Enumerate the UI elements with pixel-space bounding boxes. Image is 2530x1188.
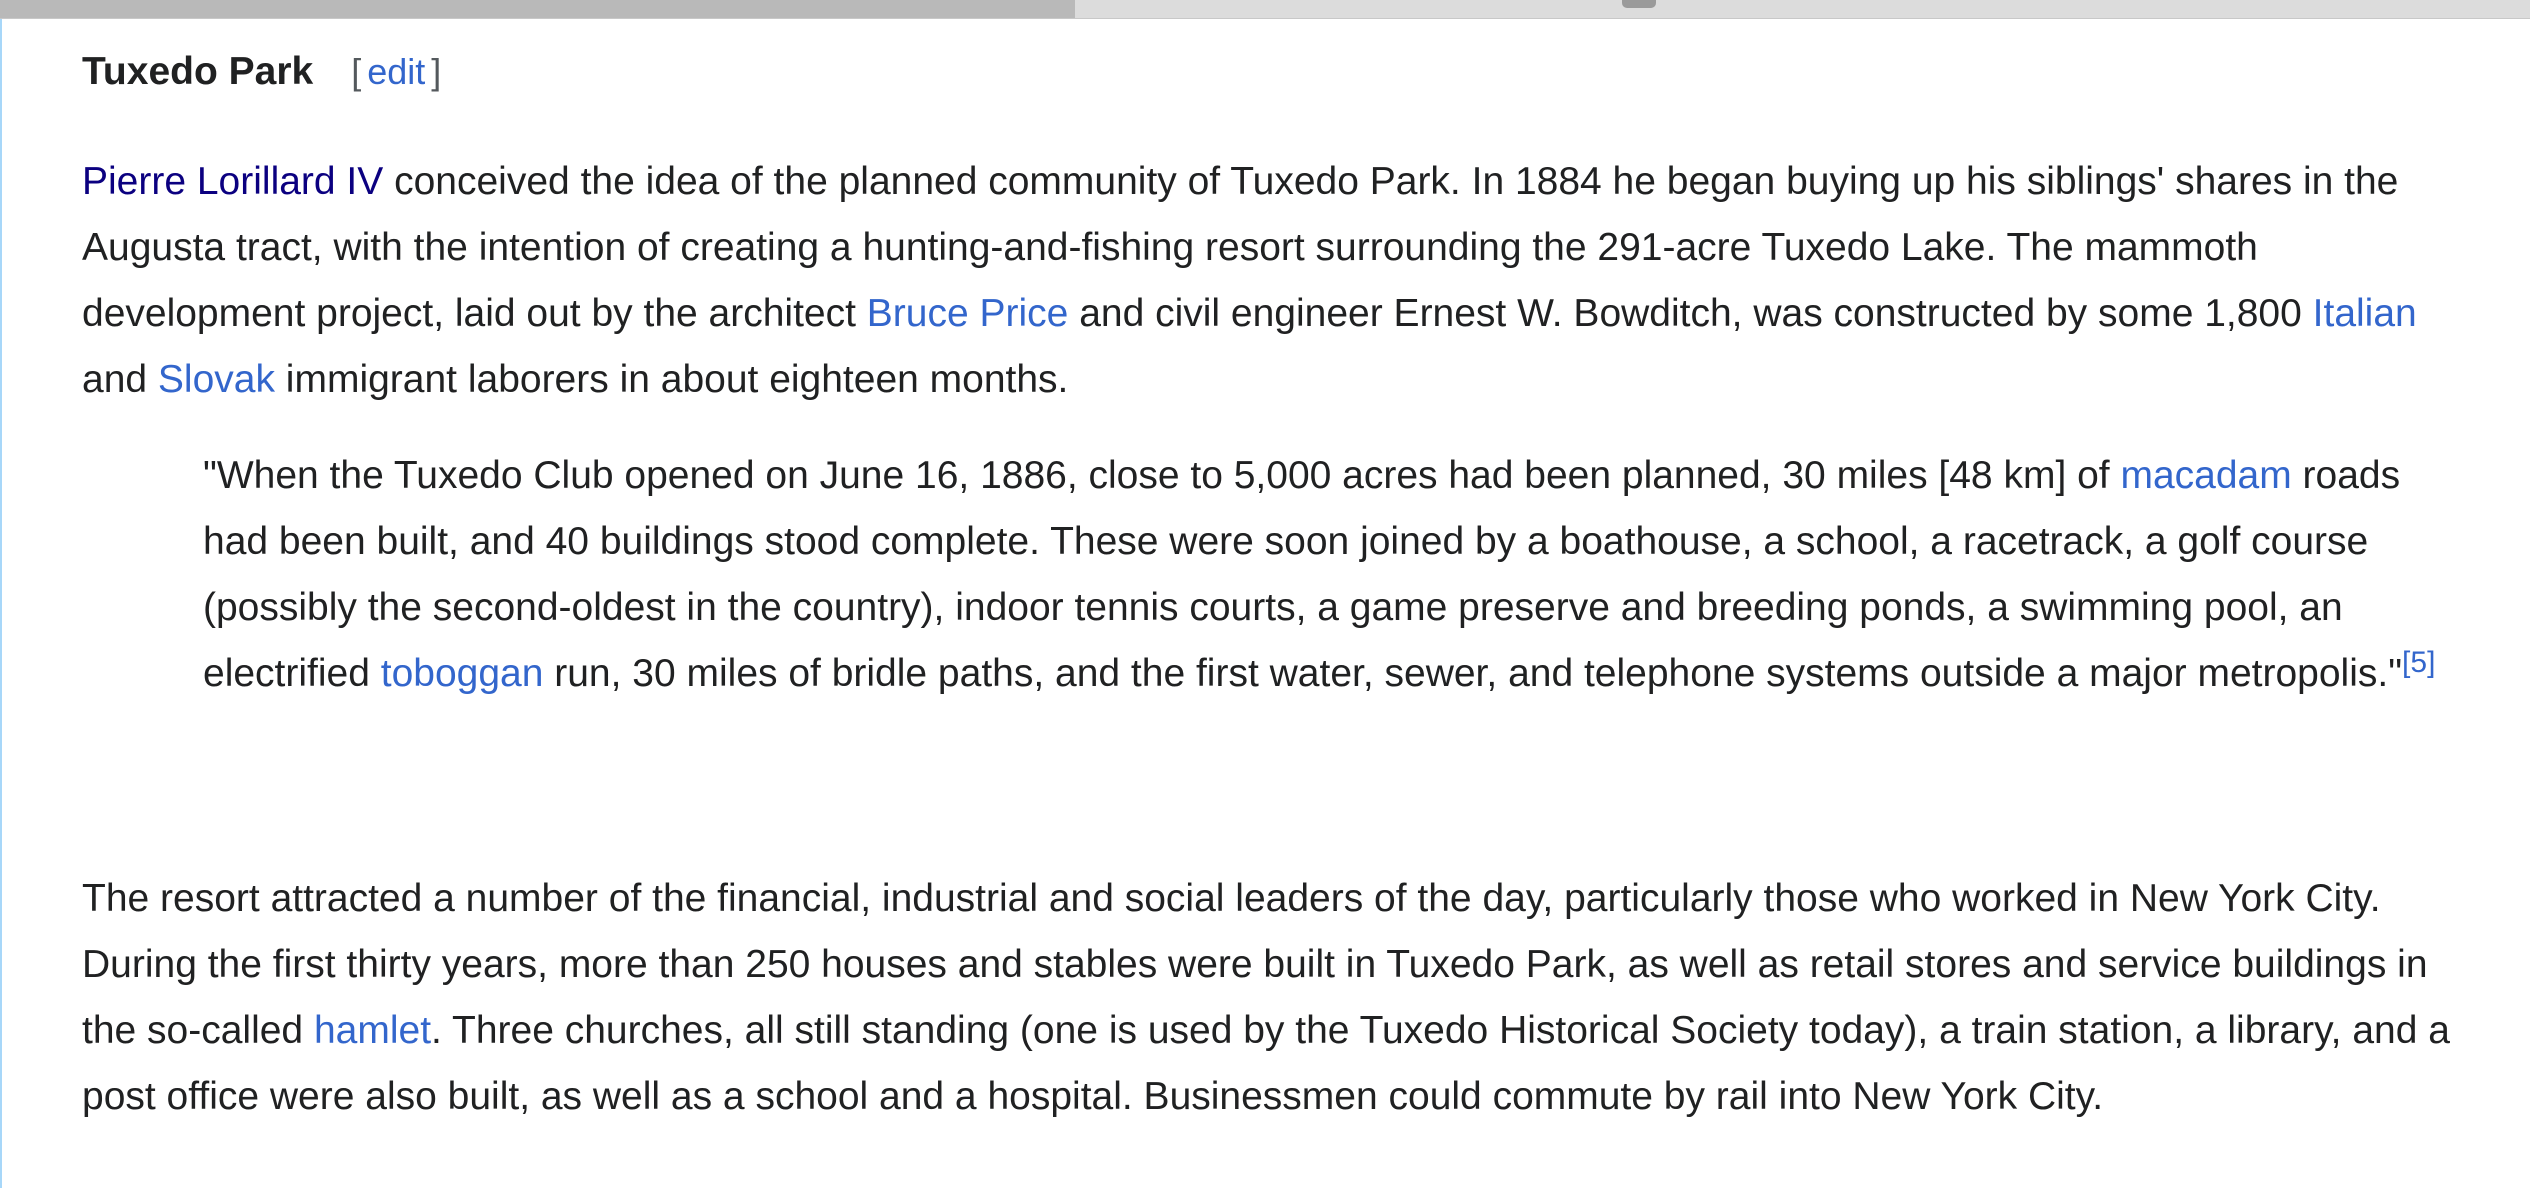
paragraph-lorillard: Pierre Lorillard IV conceived the idea of the planned community of Tuxedo Park. In 1884 he began buying up his siblings' shares in the Augusta tract, with the intention of creating a hunting-and-fishing resort surrounding the 291-acre Tuxedo Lake. The mammoth development project, laid out by the architect Bruce Price and civil engineer Ernest W. Bowditch, was constructed by some 1,800 Italian and Slovak immigrant laborers in about eighteen months. — [82, 160, 2417, 401]
blockquote-tuxedo-club: "When the Tuxedo Club opened on June 16, 1886, close to 5,000 acres had been planned, 30 miles [48 km] of macadam roads had been built, and 40 buildings stood complete. These were soon joined by a boathouse, a school, a racetrack, a golf course (possibly the second-oldest in the country), indoor tennis courts, a game preserve and breeding ponds, a swimming pool, an electrified toboggan run, 30 miles of bridle paths, and the first water, sewer, and telephone systems outside a major metropolis."[5] — [203, 454, 2436, 695]
article-content — [0, 19, 2530, 1188]
reference-link-5[interactable]: [5] — [2402, 646, 2436, 679]
paragraph-resort: The resort attracted a number of the financial, industrial and social leaders of the day, particularly those who worked in New York City. During the first thirty years, more than 250 houses and stables were built in Tuxedo Park, as well as retail stores and service buildings in the so-called hamlet. Three churches, all still standing (one is used by the Tuxedo Historical Society today), a train station, a library, and a post office were also built, as well as a school and a hospital. Businessmen could commute by rail into New York City. — [82, 877, 2450, 1118]
browser-tab-strip — [0, 0, 2530, 19]
link-slovak[interactable]: Slovak — [157, 358, 275, 401]
browser-tab-active[interactable] — [0, 0, 1075, 18]
section-title: Tuxedo Park — [82, 50, 314, 93]
edit-section-link[interactable]: edit — [367, 51, 426, 92]
section-heading — [82, 49, 441, 96]
link-toboggan[interactable]: toboggan — [380, 652, 544, 695]
link-hamlet[interactable]: hamlet — [313, 1009, 432, 1052]
edit-section-link-wrapper: [ edit ] — [351, 51, 442, 92]
link-macadam[interactable]: macadam — [2120, 454, 2292, 497]
link-italian[interactable]: Italian — [2312, 292, 2417, 335]
link-bruce-price[interactable]: Bruce Price — [866, 292, 1069, 335]
tab-handle-icon — [1622, 0, 1656, 8]
link-pierre-lorillard[interactable]: Pierre Lorillard IV — [82, 160, 384, 203]
